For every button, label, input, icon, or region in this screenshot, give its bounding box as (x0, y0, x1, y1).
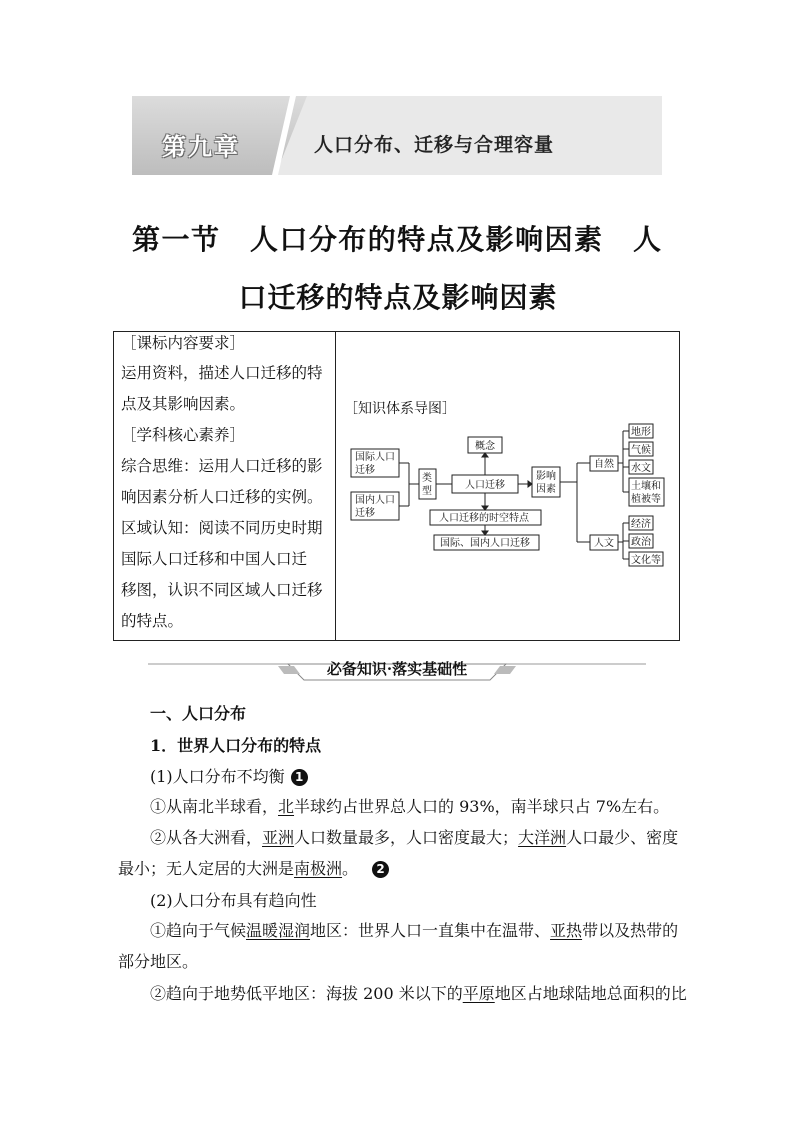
section-title-line1: 第一节 人口分布的特点及影响因素 人 (132, 223, 662, 256)
node-terrain: 地形 (631, 427, 651, 438)
section-divider (148, 656, 646, 682)
node-intl-migration-l1: 国际人口 (355, 452, 395, 463)
node-factor-l1: 影响 (536, 471, 556, 482)
text-span: ②趋向于地势低平地区：海拔 200 米以下的 (150, 984, 463, 1003)
literacy-line: 响因素分析人口迁移的实例。 (121, 488, 323, 506)
heading-population-distribution: 一、人口分布 (150, 704, 247, 723)
paragraph-continents (150, 828, 678, 848)
text-span: ①趋向于气候 (150, 921, 247, 940)
underlined-answer: 大洋洲 (518, 828, 567, 847)
node-climate: 气候 (631, 445, 651, 456)
node-politics: 政治 (631, 537, 651, 548)
subheading-world-features: 1．世界人口分布的特点 (150, 736, 322, 755)
literacy-line: 区域认知：阅读不同历史时期 (121, 519, 323, 537)
node-concept: 概念 (475, 441, 495, 452)
knowledge-mindmap (343, 422, 679, 572)
node-soil-l2: 植被等 (631, 494, 661, 505)
mindmap-label: ［知识体系导图］ (344, 401, 456, 417)
paragraph-climate (150, 921, 678, 941)
paragraph-climate-cont: 部分地区。 (118, 952, 199, 971)
text-span: 人口最少、密度 (566, 828, 679, 847)
node-dom-migration-l2: 迁移 (355, 508, 375, 519)
point-tendency: (2)人口分布具有趋向性 (150, 891, 317, 910)
node-intl-migration-l2: 迁移 (355, 465, 375, 476)
standards-line: 点及其影响因素。 (121, 395, 246, 413)
node-intldom: 国际、国内人口迁移 (440, 538, 530, 549)
text-span: 带以及热带的 (582, 921, 679, 940)
paragraph-continents-cont (118, 859, 389, 879)
text-span: ②从各大洲看， (150, 828, 263, 847)
standards-column (114, 332, 336, 640)
text-span: 最小；无人定居的大洲是 (118, 859, 295, 878)
underlined-answer: 平原 (462, 984, 495, 1003)
point-uneven: (1)人口分布不均衡 (150, 767, 285, 786)
literacy-line: 国际人口迁移和中国人口迁 (121, 550, 308, 568)
paragraph-terrain (150, 984, 687, 1004)
paragraph-hemisphere (150, 797, 669, 817)
divider-title: 必备知识·落实基础性 (326, 660, 468, 678)
node-culture: 文化等 (631, 555, 661, 566)
node-type-l1: 类 (422, 473, 432, 484)
underlined-answer: 北 (278, 797, 295, 816)
chapter-label: 第九章 (162, 133, 240, 161)
node-water: 水文 (631, 463, 651, 474)
text-span: 地区：世界人口一直集中在温带、 (310, 921, 551, 940)
literacy-line: 综合思维：运用人口迁移的影 (121, 457, 323, 475)
text-span: ①从南北半球看， (150, 797, 279, 816)
underlined-answer: 亚热 (550, 921, 583, 940)
text-span: 地区占地球陆地总面积的比 (494, 984, 687, 1003)
literacy-line: 移图，认识不同区域人口迁移 (121, 581, 323, 599)
underlined-answer: 温暖湿润 (246, 921, 311, 940)
node-dom-migration-l1: 国内人口 (355, 495, 395, 506)
literacy-heading: ［学科核心素养］ (121, 426, 246, 444)
text-span: 人口数量最多，人口密度最大； (294, 828, 519, 847)
standards-heading: ［课标内容要求］ (121, 334, 246, 352)
node-timespace: 人口迁移的时空特点 (439, 513, 529, 524)
underlined-answer: 南极洲 (294, 859, 343, 878)
chapter-banner (132, 96, 662, 175)
node-center: 人口迁移 (465, 480, 505, 491)
paragraph-uneven (150, 767, 308, 787)
note-badge-2: 2 (372, 861, 389, 878)
section-title-line2: 口迁移的特点及影响因素 (238, 281, 558, 314)
node-economy: 经济 (631, 519, 651, 530)
node-human: 人文 (594, 538, 614, 549)
node-type-l2: 型 (422, 486, 432, 497)
note-badge-1: 1 (291, 769, 308, 786)
node-factor-l2: 因素 (536, 484, 556, 495)
text-span: 半球约占世界总人口的 93%，南半球只占 7%左右。 (294, 797, 670, 816)
text-span: 。 (342, 859, 359, 878)
literacy-line: 的特点。 (121, 612, 184, 630)
chapter-title: 人口分布、迁移与合理容量 (314, 134, 555, 156)
standards-line: 运用资料，描述人口迁移的特 (121, 364, 323, 382)
info-table (113, 331, 680, 641)
node-soil-l1: 土壤和 (631, 481, 661, 492)
underlined-answer: 亚洲 (262, 828, 295, 847)
node-nature: 自然 (594, 459, 614, 470)
